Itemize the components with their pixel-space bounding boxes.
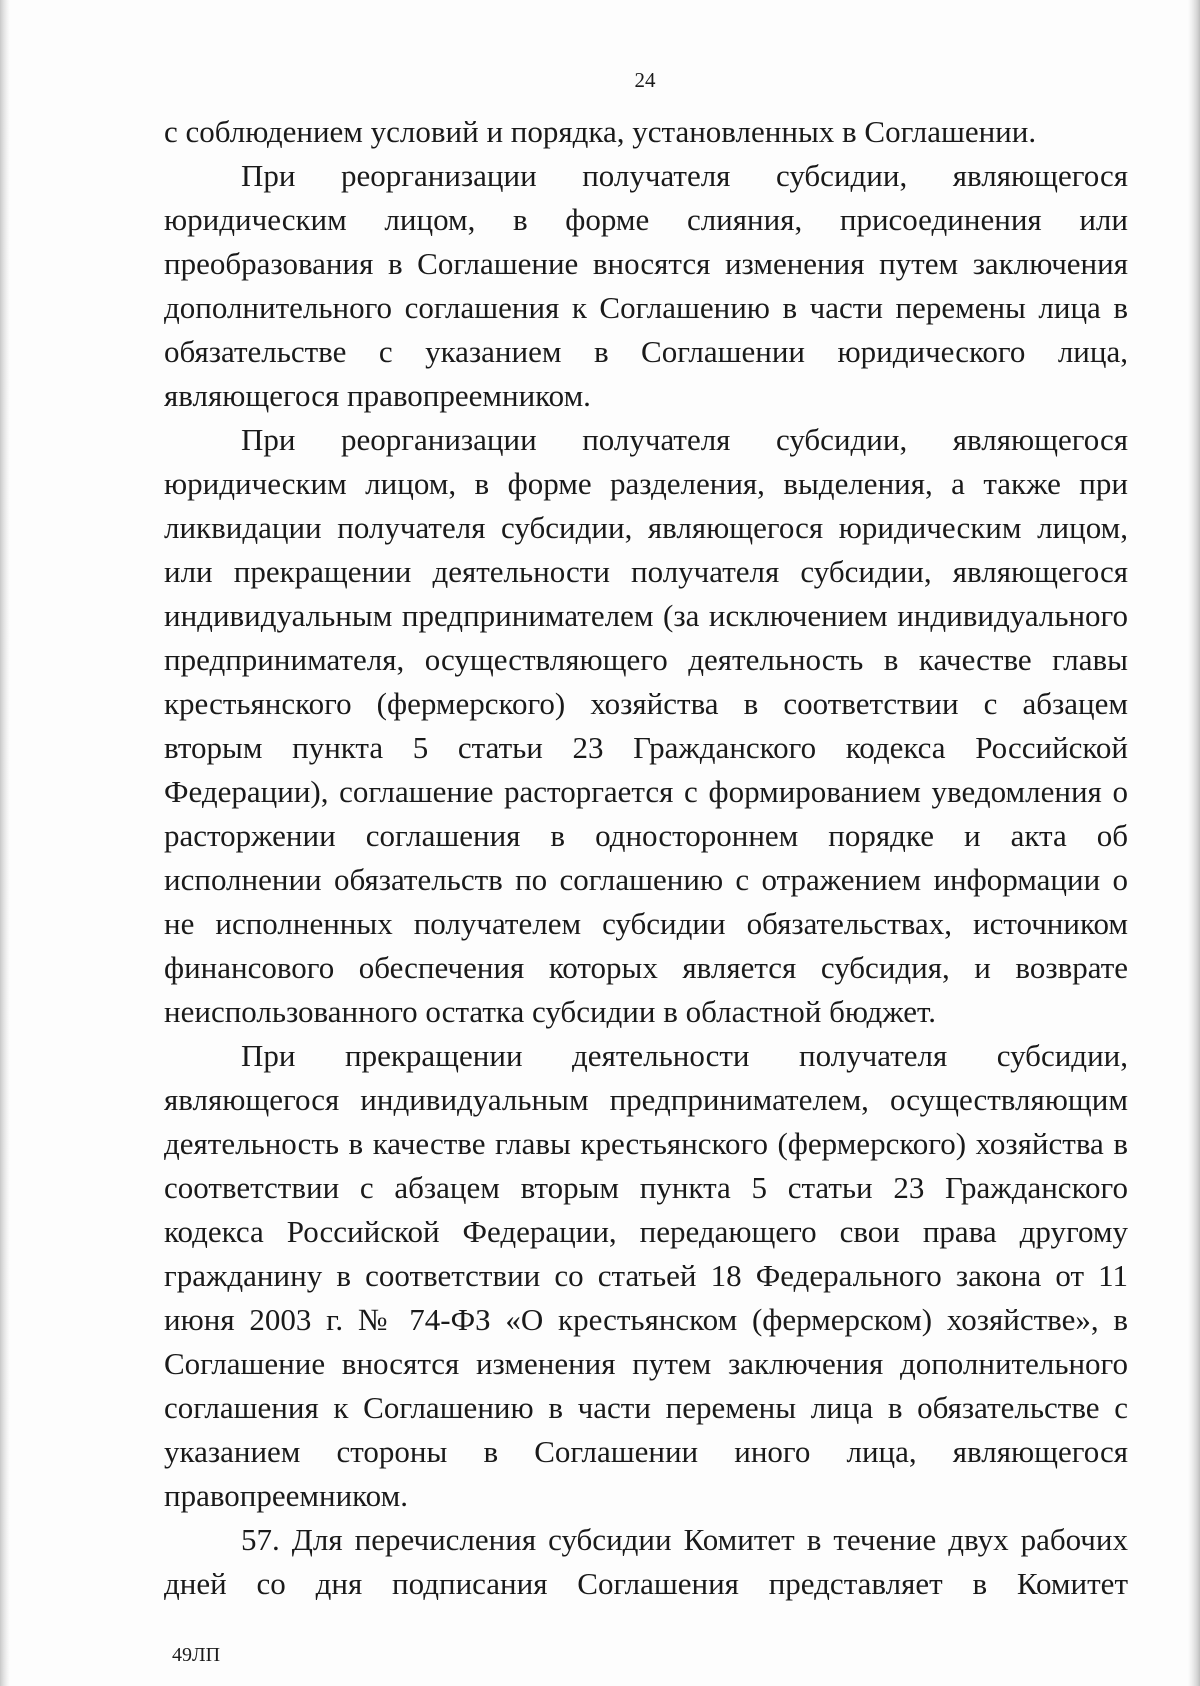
paragraph-reorganization-merger: При реорганизации получателя субсидии, являющегося юридическим лицом, в форме слияния, присоединения или преобразования в Соглашение вносятся изменения путем заключения дополнительного соглашения к Соглашению в части перемены лица в обязательстве с указанием в Соглашении юридического лица, являющегося правопреемником.	[164, 158, 1128, 413]
page-number: 24	[634, 68, 656, 92]
paragraph-reorganization-division: При реорганизации получателя субсидии, являющегося юридическим лицом, в форме разделения, выделения, а также при ликвидации получателя субсидии, являющегося юридическим лицом, или прекращении деятельности получателя субсидии, являющегося индивидуальным предпринимателем (за исключением индивидуального предпринимателя, осуществляющего деятельность в качестве главы крестьянского (фермерского) хозяйства в соответствии с абзацем вторым пункта 5 статьи 23 Гражданского кодекса Российской Федерации), соглашение расторгается с формированием уведомления о расторжении соглашения в одностороннем порядке и акта об исполнении обязательств по соглашению с отражением информации о не исполненных получателем субсидии обязательствах, источником финансового обеспечения которых является субсидия, и возврате неиспользованного остатка субсидии в областной бюджет.	[164, 422, 1128, 1029]
paragraph-continuation: с соблюдением условий и порядка, установленных в Соглашении.	[164, 114, 1037, 149]
document-body	[164, 110, 1128, 1606]
paragraph-farm-head-termination: При прекращении деятельности получателя субсидии, являющегося индивидуальным предпринимателем, осуществляющим деятельность в качестве главы крестьянского (фермерского) хозяйства в соответствии с абзацем вторым пункта 5 статьи 23 Гражданского кодекса Российской Федерации, передающего свои права другому гражданину в соответствии со статьей 18 Федерального закона от 11 июня 2003 г. № 74-ФЗ «О крестьянском (фермерском) хозяйстве», в Соглашение вносятся изменения путем заключения дополнительного соглашения к Соглашению в части перемены лица в обязательстве с указанием стороны в Соглашении иного лица, являющегося правопреемником.	[164, 1038, 1128, 1513]
footer-document-code: 49ЛП	[172, 1644, 221, 1666]
scan-edge-left	[0, 0, 10, 1686]
paragraph-clause-57: 57. Для перечисления субсидии Комитет в течение двух рабочих дней со дня подписания Соглашения представляет в Комитет	[164, 1522, 1128, 1601]
scan-edge-right	[1188, 0, 1200, 1686]
